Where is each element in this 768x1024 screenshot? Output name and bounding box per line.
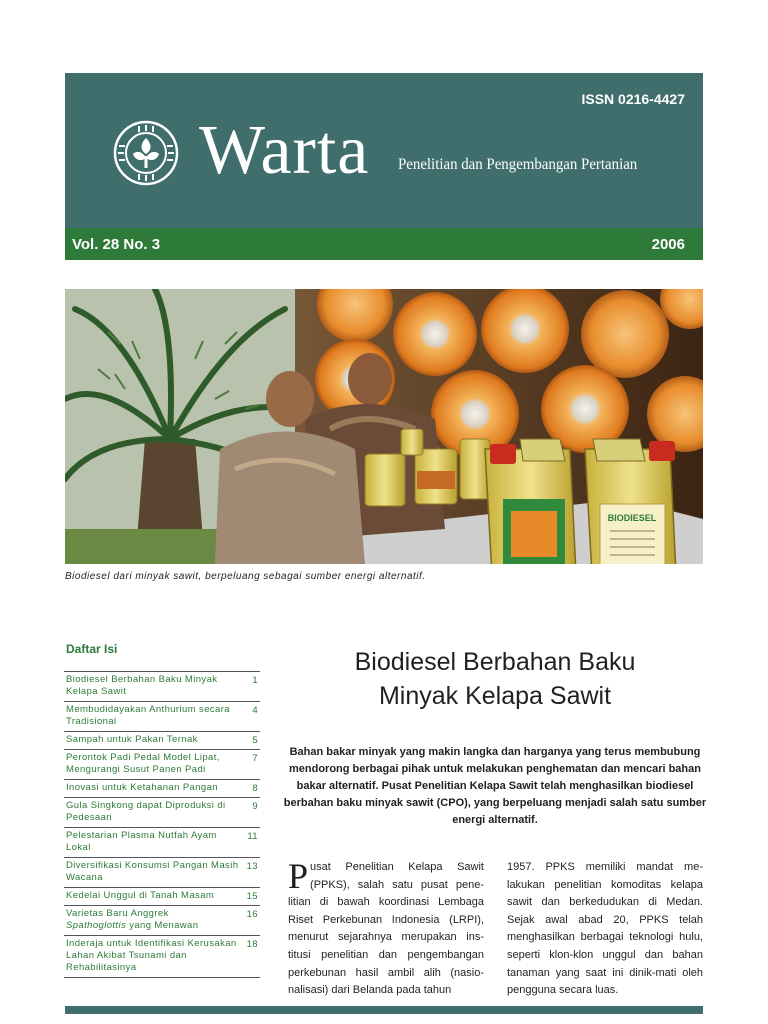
column-1-text: usat Penelitian Kelapa Sawit (PPKS), salah satu pusat pene-litian di bawah koordinasi Lembaga Riset Perkebunan Indonesia (LRPI), menurut sejarahnya merupakan ins-titusi penelitian dan pengembangan perkebunan hasil ambil alih (nasio-nalisasi) dari Belanda pada tahun xyxy=(288,861,484,997)
toc-item-page: 15 xyxy=(246,891,258,902)
toc-item-page: 13 xyxy=(246,861,258,872)
toc-item-page: 18 xyxy=(246,939,258,950)
toc-item-title-italic: Spathoglottis xyxy=(66,920,127,931)
toc-item-page: 8 xyxy=(252,783,258,794)
article-headline xyxy=(290,645,700,713)
toc-item[interactable] xyxy=(64,798,260,828)
photo-caption: Biodiesel dari minyak sawit, berpeluang sebagai sumber energi alternatif. xyxy=(65,571,426,582)
column-2-text: 1957. PPKS memiliki mandat me-lakukan penelitian komoditas kelapa sawit dan berkedudukan di Medan. Sejak awal abad 20, PPKS telah menghasilkan berbagai teknologi hulu, seperti klon-klon unggul dan bahan tanaman yang saat ini dinik-mati oleh pengguna secara luas. xyxy=(507,861,703,997)
publication-tagline: Penelitian dan Pengembangan Pertanian xyxy=(398,156,638,173)
toc-item-page: 1 xyxy=(252,675,258,686)
volume-number: Vol. 28 No. 3 xyxy=(72,236,161,253)
toc-item-title: Inderaja untuk Identifikasi Kerusakan Lahan Akibat Tsunami dan Rehabilitasinya xyxy=(66,938,237,973)
toc-item[interactable] xyxy=(64,732,260,750)
toc-item-title: Sampah untuk Pakan Ternak xyxy=(66,734,198,745)
toc-item-page: 7 xyxy=(252,753,258,764)
issue-year: 2006 xyxy=(651,236,685,253)
toc-item-page: 9 xyxy=(252,801,258,812)
toc-item-title-pre: Varietas Baru Anggrek xyxy=(66,908,169,919)
toc-item-title: Biodiesel Berbahan Baku Minyak Kelapa Sawit xyxy=(66,674,218,697)
jerrycan-label: BIODIESEL xyxy=(607,513,657,523)
toc-title: Daftar Isi xyxy=(66,642,118,656)
volume-bar xyxy=(65,228,703,260)
toc-item[interactable] xyxy=(64,906,260,936)
toc-item-title: Gula Singkong dapat Diproduksi di Pedesaan xyxy=(66,800,226,823)
issn-number: ISSN 0216-4427 xyxy=(581,91,685,107)
headline-line-2: Minyak Kelapa Sawit xyxy=(378,682,612,710)
drop-cap: P xyxy=(288,856,309,896)
toc-item[interactable] xyxy=(64,780,260,798)
toc-item-title: Diversifikasi Konsumsi Pangan Masih Wacana xyxy=(66,860,239,883)
cover-illustration xyxy=(65,289,703,564)
toc-item[interactable] xyxy=(64,828,260,858)
toc-item-page: 4 xyxy=(252,705,258,716)
toc-item-title-post: yang Menawan xyxy=(129,920,199,931)
toc-item-page: 11 xyxy=(247,831,258,842)
article-lede: Bahan bakar minyak yang makin langka dan harganya yang terus membubung mendorong berbagai pihak untuk melakukan penghematan dan mencari bahan bakar alternatif. Pusat Penelitian Kelapa Sawit telah menghasilkan biodiesel berbahan baku minyak sawit (CPO), yang berpeluang menjadi salah satu sumber energi alternatif. xyxy=(283,746,707,826)
cover-photo xyxy=(65,289,703,564)
toc-item[interactable] xyxy=(64,750,260,780)
toc-item[interactable] xyxy=(64,858,260,888)
toc-item-page: 5 xyxy=(252,735,258,746)
toc-item-page: 16 xyxy=(246,909,258,920)
toc-item[interactable] xyxy=(64,888,260,906)
toc-item[interactable] xyxy=(64,936,260,978)
toc-item-title: Inovasi untuk Ketahanan Pangan xyxy=(66,782,218,793)
headline-line-1: Biodiesel Berbahan Baku xyxy=(354,648,636,676)
footer-rule xyxy=(65,1006,703,1014)
table-of-contents xyxy=(64,671,260,978)
article-column-2 xyxy=(507,859,703,1000)
toc-item[interactable] xyxy=(64,672,260,702)
toc-item-title: Kedelai Unggul di Tanah Masam xyxy=(66,890,215,901)
toc-item[interactable] xyxy=(64,702,260,732)
ministry-emblem-icon xyxy=(113,120,179,186)
toc-item-title: Perontok Padi Pedal Model Lipat, Mengurangi Susut Panen Padi xyxy=(66,752,220,775)
article-column-1 xyxy=(288,856,484,1000)
masthead xyxy=(65,73,703,228)
toc-item-title: Membudidayakan Anthurium secara Tradisional xyxy=(66,704,230,727)
toc-item-title: Pelestarian Plasma Nutfah Ayam Lokal xyxy=(66,830,217,853)
publication-brand: Warta xyxy=(199,112,370,189)
